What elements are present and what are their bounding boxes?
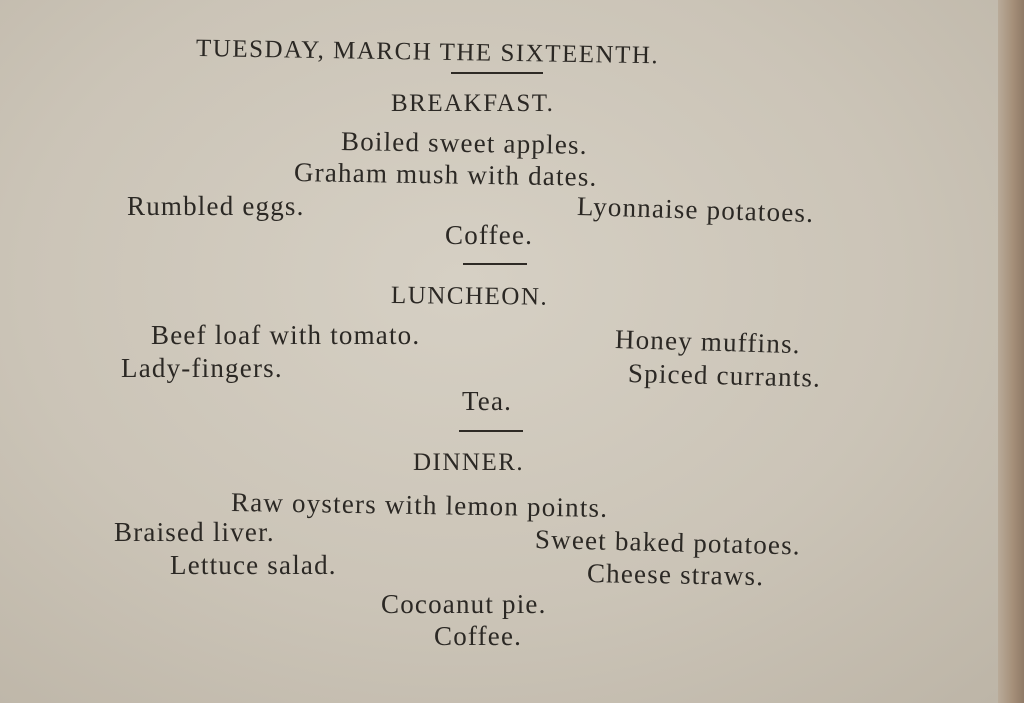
book-spine-edge: [998, 0, 1024, 703]
breakfast-item-potatoes: Lyonnaise potatoes.: [576, 191, 815, 229]
breakfast-item-apples: Boiled sweet apples.: [340, 126, 588, 160]
luncheon-item-honey-muffins: Honey muffins.: [614, 324, 802, 360]
divider-rule: [459, 430, 523, 432]
dinner-item-cocoanut-pie: Cocoanut pie.: [381, 589, 547, 619]
dinner-heading: DINNER.: [413, 449, 525, 476]
divider-rule: [451, 72, 543, 74]
dinner-item-raw-oysters: Raw oysters with lemon points.: [230, 487, 609, 523]
luncheon-heading: LUNCHEON.: [390, 282, 549, 311]
date-heading: TUESDAY, MARCH THE SIXTEENTH.: [195, 35, 660, 70]
dinner-item-braised-liver: Braised liver.: [114, 517, 275, 547]
dinner-item-coffee: Coffee.: [434, 621, 523, 651]
luncheon-item-spiced-currants: Spiced currants.: [627, 358, 822, 393]
luncheon-item-lady-fingers: Lady-fingers.: [121, 353, 283, 383]
luncheon-item-tea: Tea.: [462, 386, 513, 416]
dinner-item-cheese-straws: Cheese straws.: [586, 558, 765, 592]
luncheon-item-beef-loaf: Beef loaf with tomato.: [151, 320, 421, 350]
dinner-item-lettuce-salad: Lettuce salad.: [170, 550, 337, 580]
breakfast-item-eggs: Rumbled eggs.: [127, 191, 305, 221]
divider-rule: [463, 263, 527, 265]
breakfast-heading: BREAKFAST.: [391, 90, 555, 117]
dinner-item-sweet-potatoes: Sweet baked potatoes.: [534, 524, 802, 561]
breakfast-item-coffee: Coffee.: [445, 220, 534, 250]
breakfast-item-graham-mush: Graham mush with dates.: [293, 157, 598, 192]
